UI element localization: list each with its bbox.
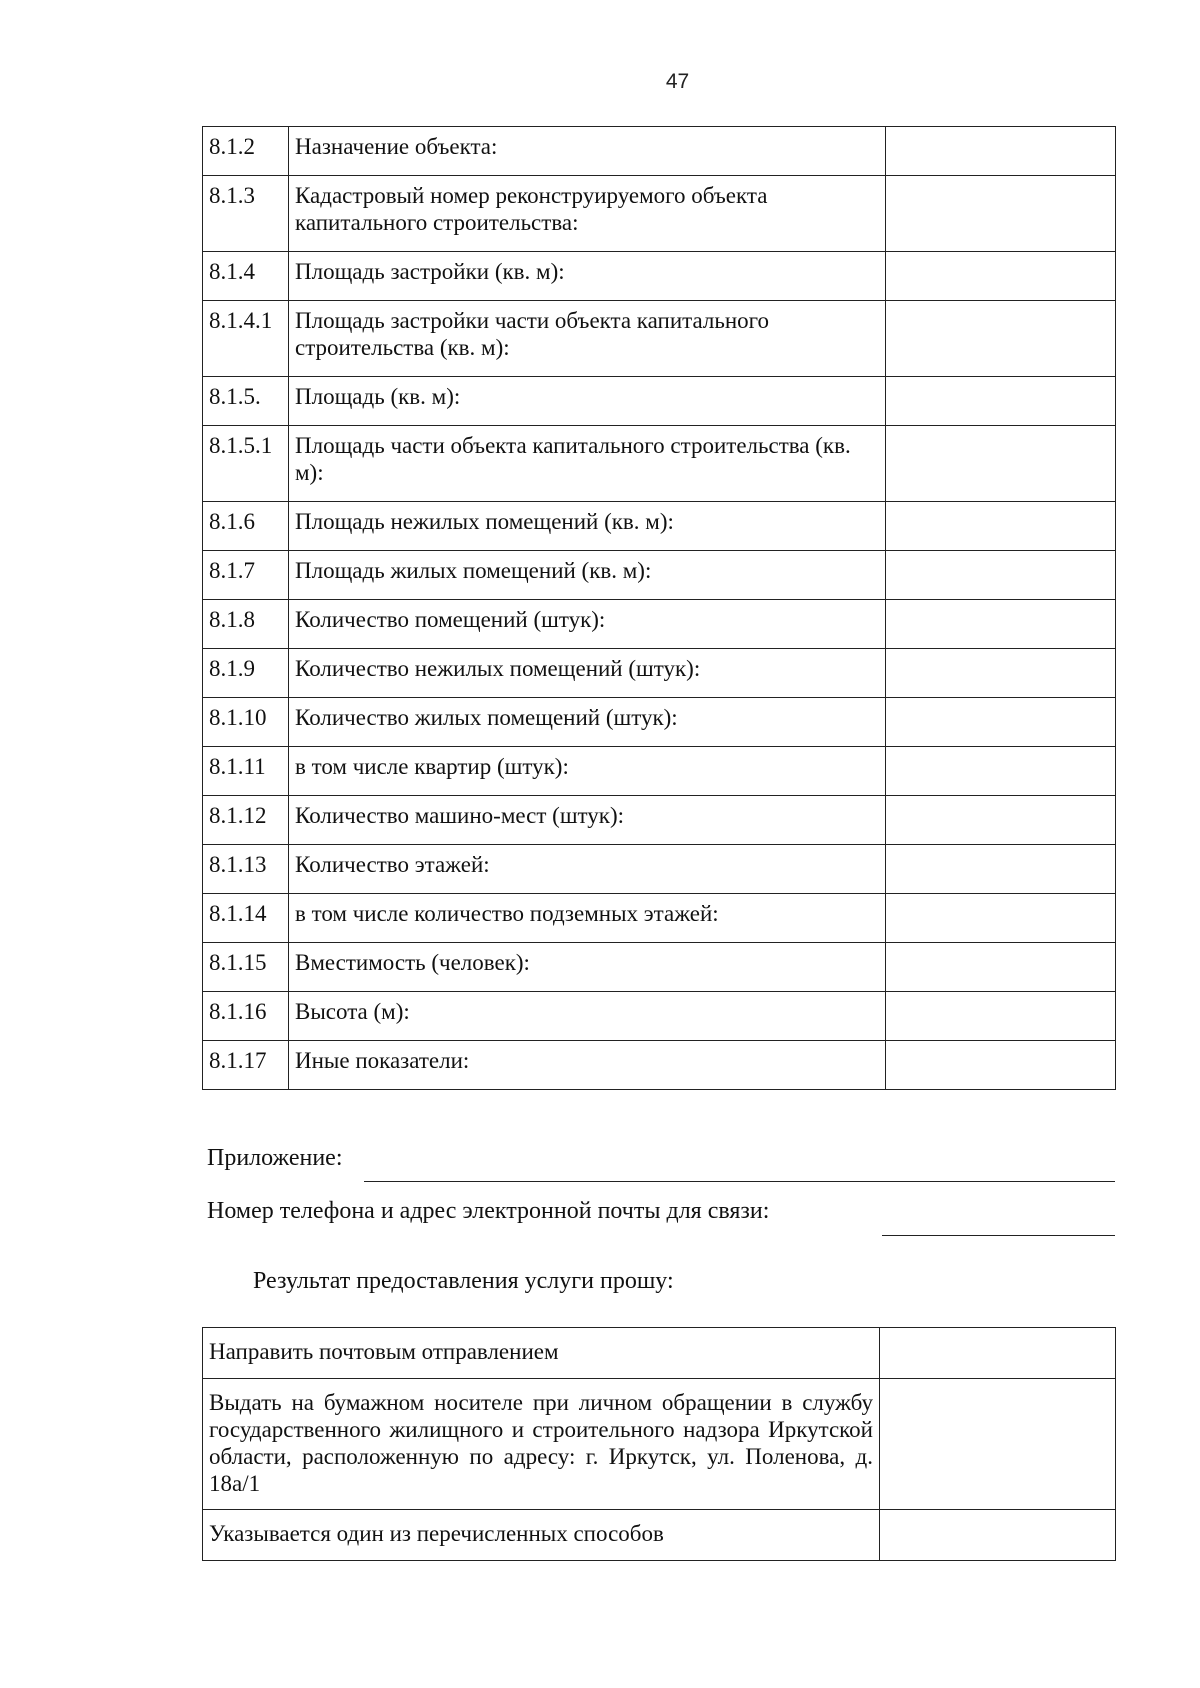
item-value-field[interactable]: [886, 1041, 1116, 1090]
page-number: 47: [665, 70, 690, 93]
option-mark-field[interactable]: [880, 1510, 1116, 1561]
item-number: 8.1.2: [203, 127, 289, 176]
table-row: [203, 747, 1116, 796]
table-row: [203, 377, 1116, 426]
item-value-field[interactable]: [886, 992, 1116, 1041]
item-value-field[interactable]: [886, 551, 1116, 600]
option-mark-field[interactable]: [880, 1379, 1116, 1510]
table-row: [203, 1510, 1116, 1561]
item-number: 8.1.4: [203, 252, 289, 301]
item-number: 8.1.10: [203, 698, 289, 747]
item-value-field[interactable]: [886, 377, 1116, 426]
object-parameters-table: [202, 126, 1116, 1090]
item-number: 8.1.8: [203, 600, 289, 649]
item-value-field[interactable]: [886, 649, 1116, 698]
table-row: [203, 796, 1116, 845]
contact-label: Номер телефона и адрес электронной почты для связи:: [207, 1198, 770, 1224]
option-label: Выдать на бумажном носителе при личном обращении в службу государственного жилищного и строительного надзора Иркутской области, расположенную по адресу: г. Иркутск, ул. Поленова, д. 18а/1: [203, 1379, 880, 1510]
item-label: Площадь части объекта капитального строительства (кв. м):: [289, 426, 886, 502]
table-row: [203, 176, 1116, 252]
item-label: Площадь жилых помещений (кв. м):: [289, 551, 886, 600]
table-row: [203, 426, 1116, 502]
item-value-field[interactable]: [886, 176, 1116, 252]
item-value-field[interactable]: [886, 502, 1116, 551]
item-label: Площадь застройки части объекта капитального строительства (кв. м):: [289, 301, 886, 377]
result-heading: Результат предоставления услуги прошу:: [253, 1268, 674, 1294]
table-row: [203, 127, 1116, 176]
table-row: [203, 894, 1116, 943]
item-number: 8.1.15: [203, 943, 289, 992]
item-value-field[interactable]: [886, 301, 1116, 377]
table-row: [203, 502, 1116, 551]
item-label: в том числе количество подземных этажей:: [289, 894, 886, 943]
table-row: [203, 1379, 1116, 1510]
table-row: [203, 1328, 1116, 1379]
table-row: [203, 301, 1116, 377]
item-label: Площадь (кв. м):: [289, 377, 886, 426]
item-label: в том числе квартир (штук):: [289, 747, 886, 796]
item-number: 8.1.12: [203, 796, 289, 845]
item-value-field[interactable]: [886, 426, 1116, 502]
item-label: Вместимость (человек):: [289, 943, 886, 992]
item-number: 8.1.11: [203, 747, 289, 796]
item-number: 8.1.9: [203, 649, 289, 698]
item-label: Иные показатели:: [289, 1041, 886, 1090]
table-row: [203, 845, 1116, 894]
item-number: 8.1.3: [203, 176, 289, 252]
item-label: Назначение объекта:: [289, 127, 886, 176]
item-number: 8.1.7: [203, 551, 289, 600]
option-mark-field[interactable]: [880, 1328, 1116, 1379]
item-number: 8.1.6: [203, 502, 289, 551]
attachment-field[interactable]: [364, 1181, 1115, 1182]
item-number: 8.1.4.1: [203, 301, 289, 377]
item-label: Количество нежилых помещений (штук):: [289, 649, 886, 698]
item-value-field[interactable]: [886, 698, 1116, 747]
item-value-field[interactable]: [886, 747, 1116, 796]
item-number: 8.1.5.: [203, 377, 289, 426]
item-label: Площадь застройки (кв. м):: [289, 252, 886, 301]
result-options-table: [202, 1327, 1116, 1561]
table-row: [203, 992, 1116, 1041]
table-row: [203, 943, 1116, 992]
item-value-field[interactable]: [886, 252, 1116, 301]
item-number: 8.1.13: [203, 845, 289, 894]
option-label: Указывается один из перечисленных способов: [203, 1510, 880, 1561]
item-value-field[interactable]: [886, 845, 1116, 894]
item-value-field[interactable]: [886, 894, 1116, 943]
table-row: [203, 551, 1116, 600]
table-row: [203, 252, 1116, 301]
option-label: Направить почтовым отправлением: [203, 1328, 880, 1379]
table-row: [203, 1041, 1116, 1090]
attachment-label: Приложение:: [207, 1145, 343, 1171]
table-row: [203, 698, 1116, 747]
item-number: 8.1.14: [203, 894, 289, 943]
item-number: 8.1.5.1: [203, 426, 289, 502]
item-label: Высота (м):: [289, 992, 886, 1041]
item-label: Количество этажей:: [289, 845, 886, 894]
item-value-field[interactable]: [886, 127, 1116, 176]
table-row: [203, 649, 1116, 698]
item-label: Количество машино-мест (штук):: [289, 796, 886, 845]
item-label: Кадастровый номер реконструируемого объекта капитального строительства:: [289, 176, 886, 252]
item-number: 8.1.17: [203, 1041, 289, 1090]
item-value-field[interactable]: [886, 943, 1116, 992]
contact-field[interactable]: [882, 1235, 1115, 1236]
item-label: Площадь нежилых помещений (кв. м):: [289, 502, 886, 551]
item-label: Количество помещений (штук):: [289, 600, 886, 649]
item-label: Количество жилых помещений (штук):: [289, 698, 886, 747]
item-value-field[interactable]: [886, 600, 1116, 649]
item-number: 8.1.16: [203, 992, 289, 1041]
item-value-field[interactable]: [886, 796, 1116, 845]
table-row: [203, 600, 1116, 649]
